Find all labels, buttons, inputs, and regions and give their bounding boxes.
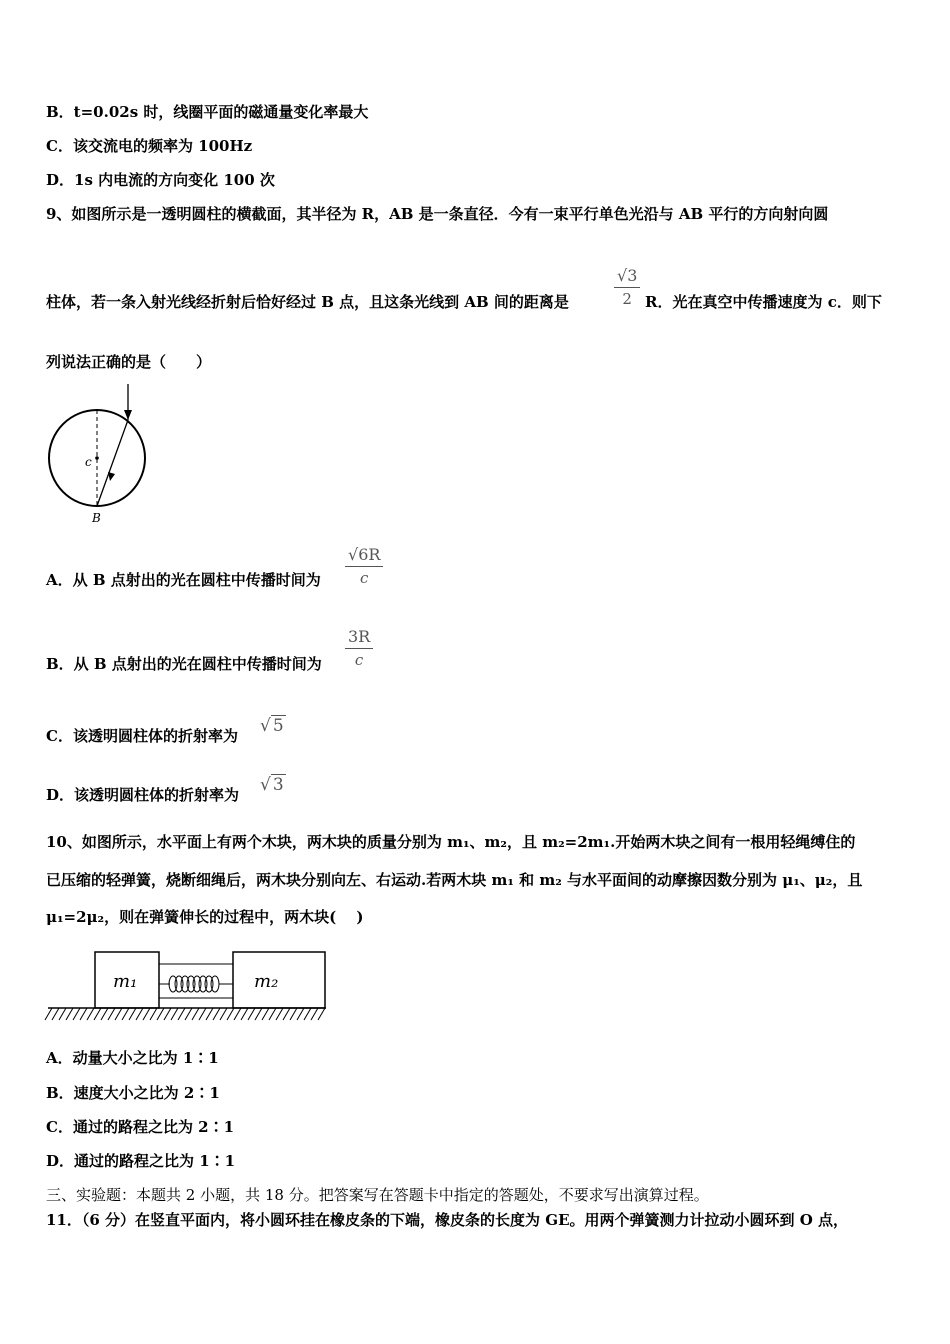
block-m2-label: m₂	[254, 971, 279, 992]
hatch-line	[220, 1008, 227, 1020]
refracted-arrowhead	[108, 472, 115, 481]
hatch-line	[52, 1008, 59, 1020]
fraction-numerator: √6R	[345, 545, 383, 567]
hatch-line	[157, 1008, 164, 1020]
hatch-line	[45, 1008, 52, 1020]
hatch-line	[213, 1008, 220, 1020]
hatch-line	[248, 1008, 255, 1020]
q9-distance-fraction	[614, 266, 640, 308]
hatch-line	[143, 1008, 150, 1020]
q9-option-a-fraction	[345, 545, 383, 587]
hatch-line	[283, 1008, 290, 1020]
hatch-line	[115, 1008, 122, 1020]
hatch-line	[227, 1008, 234, 1020]
q9-option-a: A．从 B 点射出的光在圆柱中传播时间为	[46, 571, 321, 589]
q9-stem-line1: 9、如图所示是一透明圆柱的横截面，其半径为 R，AB 是一条直径．今有一束平行单色光沿与 AB 平行的方向射向圆	[46, 205, 829, 223]
q9-option-b: B．从 B 点射出的光在圆柱中传播时间为	[46, 655, 322, 673]
q10-option-a: A．动量大小之比为 1∶1	[46, 1049, 219, 1067]
q10-blocks-figure	[44, 946, 328, 1028]
q9-stem-line2-b: R．光在真空中传播速度为 c．则下	[645, 293, 882, 311]
point-b-label: B	[92, 511, 101, 525]
q8-option-b: B．t=0.02s 时，线圈平面的磁通量变化率最大	[46, 103, 369, 121]
hatch-line	[129, 1008, 136, 1020]
fraction-denominator: c	[360, 569, 369, 587]
radicand: 3	[272, 775, 284, 795]
q10-stem-line2: 已压缩的轻弹簧，烧断细绳后，两木块分别向左、右运动.若两木块 m₁ 和 m₂ 与水平面间的动摩擦因数分别为 μ₁、μ₂，且	[46, 871, 863, 889]
hatch-line	[108, 1008, 115, 1020]
q9-option-c-sqrt: √ 5	[260, 716, 284, 736]
hatch-line	[59, 1008, 66, 1020]
q9-option-d-sqrt: √ 3	[260, 775, 284, 795]
hatch-line	[66, 1008, 73, 1020]
block-m2	[233, 952, 325, 1008]
ground-hatching	[45, 1008, 325, 1020]
hatch-line	[318, 1008, 325, 1020]
hatch-line	[311, 1008, 318, 1020]
hatch-line	[101, 1008, 108, 1020]
hatch-line	[87, 1008, 94, 1020]
q9-option-b-fraction	[345, 627, 373, 669]
q10-stem-line1: 10、如图所示，水平面上有两个木块，两木块的质量分别为 m₁、m₂，且 m₂=2m₁.开始两木块之间有一根用轻绳缚住的	[46, 833, 856, 851]
center-label: c	[85, 455, 92, 469]
hatch-line	[297, 1008, 304, 1020]
center-point	[95, 456, 99, 460]
hatch-line	[199, 1008, 206, 1020]
hatch-line	[80, 1008, 87, 1020]
q9-circle-figure	[40, 380, 160, 528]
q10-option-d: D．通过的路程之比为 1∶1	[46, 1152, 236, 1170]
radicand: 5	[272, 716, 284, 736]
hatch-line	[262, 1008, 269, 1020]
hatch-line	[192, 1008, 199, 1020]
q8-option-d: D．1s 内电流的方向变化 100 次	[46, 171, 275, 189]
fraction-numerator: 3R	[345, 627, 373, 649]
hatch-line	[276, 1008, 283, 1020]
hatch-line	[185, 1008, 192, 1020]
q8-option-c: C．该交流电的频率为 100Hz	[46, 137, 253, 155]
fraction-denominator: 2	[622, 290, 632, 308]
q9-option-c: C．该透明圆柱体的折射率为	[46, 727, 238, 745]
hatch-line	[241, 1008, 248, 1020]
hatch-line	[234, 1008, 241, 1020]
block-m1-label: m₁	[113, 971, 138, 992]
q9-option-d: D．该透明圆柱体的折射率为	[46, 786, 240, 804]
q10-stem-line3: μ₁=2μ₂，则在弹簧伸长的过程中，两木块( )	[46, 908, 364, 926]
refracted-ray	[97, 420, 128, 506]
hatch-line	[255, 1008, 262, 1020]
q10-option-c: C．通过的路程之比为 2∶1	[46, 1118, 235, 1136]
hatch-line	[206, 1008, 213, 1020]
hatch-line	[178, 1008, 185, 1020]
q10-option-b: B．速度大小之比为 2∶1	[46, 1084, 220, 1102]
compressed-spring	[159, 976, 233, 992]
hatch-line	[304, 1008, 311, 1020]
hatch-line	[94, 1008, 101, 1020]
hatch-line	[269, 1008, 276, 1020]
hatch-line	[290, 1008, 297, 1020]
hatch-line	[122, 1008, 129, 1020]
q9-stem-line2-a: 柱体，若一条入射光线经折射后恰好经过 B 点，且这条光线到 AB 间的距离是	[46, 293, 569, 311]
hatch-line	[136, 1008, 143, 1020]
hatch-line	[73, 1008, 80, 1020]
section-3-heading: 三、实验题：本题共 2 小题，共 18 分。把答案写在答题卡中指定的答题处，不要求写出演算过程。	[46, 1186, 709, 1204]
hatch-line	[171, 1008, 178, 1020]
q9-stem-line3: 列说法正确的是（ ）	[46, 353, 212, 371]
fraction-numerator: √3	[614, 266, 640, 288]
hatch-line	[150, 1008, 157, 1020]
q11-stem-line1: 11．（6 分）在竖直平面内，将小圆环挂在橡皮条的下端，橡皮条的长度为 GE。用两个弹簧测力计拉动小圆环到 O 点，	[46, 1211, 849, 1229]
hatch-line	[164, 1008, 171, 1020]
fraction-denominator: c	[354, 651, 364, 669]
